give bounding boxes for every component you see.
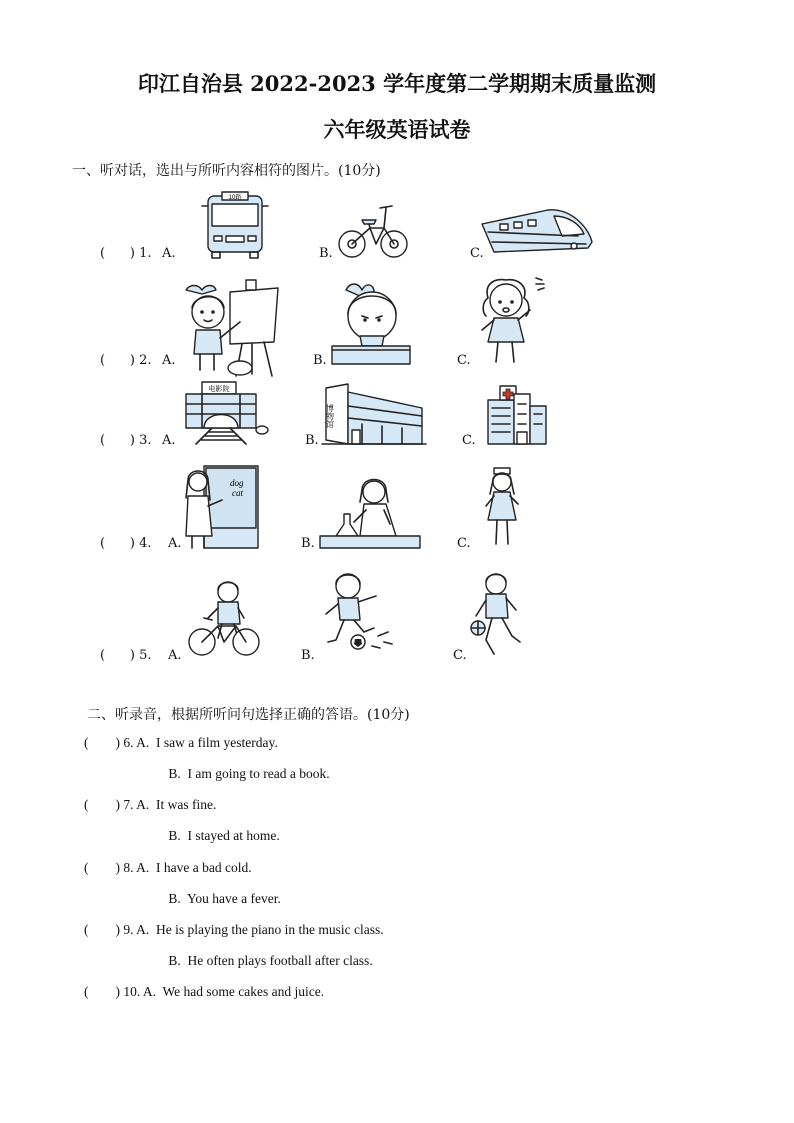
nurse-icon: [484, 464, 520, 548]
svg-text:cat: cat: [232, 488, 243, 498]
q2-option-b: B.: [313, 353, 327, 368]
q5-number: ( ) 5.: [100, 648, 152, 663]
q1-option-b: B.: [319, 246, 333, 261]
section1-heading: 一、听对话，选出与所听内容相符的图片。(10分): [72, 163, 381, 179]
q3-option-c: C.: [462, 433, 476, 448]
q6-option-b: B. I am going to read a book.: [84, 766, 330, 781]
q7-option-b: B. I stayed at home.: [84, 828, 280, 843]
boy-basketball-icon: [468, 570, 524, 658]
q3-option-a: A.: [162, 433, 176, 448]
q5-option-b: B.: [301, 648, 315, 663]
q4-number: ( ) 4.: [100, 536, 152, 551]
section2-heading: 二、听录音，根据所听问句选择正确的答语。(10分): [87, 707, 410, 723]
exam-subtitle: 六年级英语试卷: [323, 117, 471, 142]
museum-icon: [322, 382, 426, 446]
q1-number: ( ) 1.: [100, 246, 152, 261]
hospital-icon: [486, 384, 548, 446]
q5-option-c: C.: [453, 648, 467, 663]
q3-option-b: B.: [305, 433, 319, 448]
q8-option-a: ( ) 8. A. I have a bad cold.: [84, 860, 252, 875]
q4-option-b: B.: [301, 536, 315, 551]
q3-number: ( ) 3.: [100, 433, 152, 448]
q1-option-c: C.: [470, 246, 484, 261]
q2-option-c: C.: [457, 353, 471, 368]
q9-option-b: B. He often plays football after class.: [84, 953, 373, 968]
cinema-icon: [182, 380, 270, 446]
bus-icon: [200, 192, 270, 260]
q8-option-b: B. You have a fever.: [84, 891, 281, 906]
q9-option-a: ( ) 9. A. He is playing the piano in the music class.: [84, 922, 384, 937]
q2-number: ( ) 2.: [100, 353, 152, 368]
q4-option-c: C.: [457, 536, 471, 551]
svg-text:dog: dog: [230, 478, 244, 488]
q5-option-a: A.: [168, 648, 182, 663]
q7-option-a: ( ) 7. A. It was fine.: [84, 797, 217, 812]
teacher-icon: [182, 466, 258, 548]
q4-option-a: A.: [168, 536, 182, 551]
boy-football-icon: [322, 570, 402, 654]
svg-text:10路: 10路: [228, 195, 242, 201]
boy-cycling-icon: [188, 578, 260, 660]
girl-reading-icon: [332, 280, 410, 366]
girl-singing-icon: [478, 272, 552, 366]
svg-text:博物馆: 博物馆: [325, 404, 335, 428]
girl-painting-icon: [180, 278, 282, 380]
q1-option-a: A.: [162, 246, 176, 261]
q10-option-a: ( ) 10. A. We had some cakes and juice.: [84, 984, 325, 999]
q2-option-a: A.: [162, 353, 176, 368]
train-icon: [478, 202, 596, 258]
scientist-icon: [320, 474, 420, 548]
bicycle-icon: [336, 198, 412, 260]
q6-option-a: ( ) 6. A. I saw a film yesterday.: [84, 735, 278, 750]
exam-title: 印江自治县 2022-2023 学年度第二学期期末质量监测: [137, 71, 657, 96]
svg-text:电影院: 电影院: [208, 385, 230, 393]
